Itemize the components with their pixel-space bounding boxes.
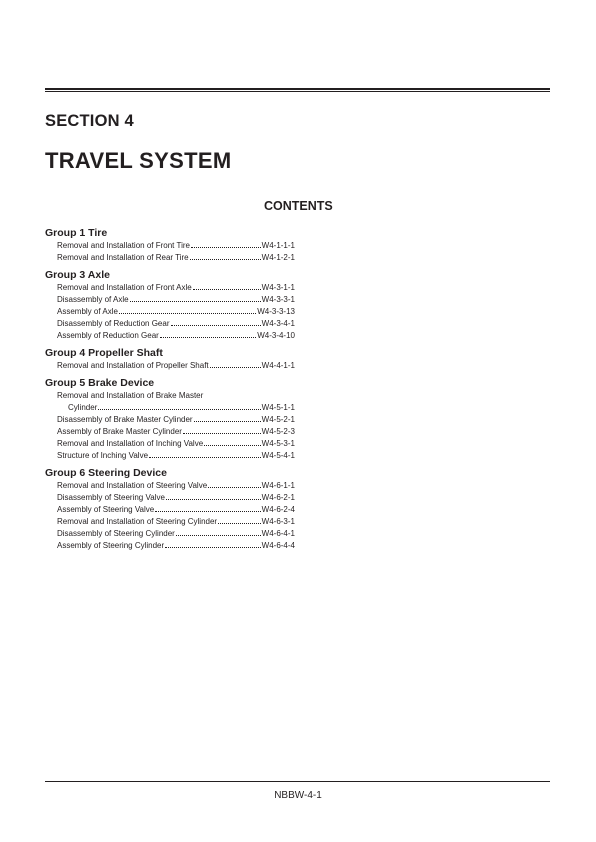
toc-group-title: Group 5 Brake Device bbox=[45, 377, 155, 389]
toc-entry-title: Removal and Installation of Steering Cylinder bbox=[57, 517, 218, 526]
toc-group-title: Group 1 Tire bbox=[45, 227, 108, 239]
toc-entry-page: W4-5-2-3 bbox=[261, 427, 295, 436]
toc-entry-title: Assembly of Axle bbox=[57, 307, 118, 316]
toc-entry[interactable] bbox=[45, 540, 295, 552]
toc-entry-page: W4-3-4-1 bbox=[261, 319, 295, 328]
toc-group bbox=[45, 268, 295, 342]
dot-leader bbox=[176, 535, 261, 536]
toc-entry[interactable] bbox=[45, 516, 295, 528]
toc-entry[interactable] bbox=[45, 360, 295, 372]
contents-heading: CONTENTS bbox=[264, 199, 333, 213]
dot-leader bbox=[208, 487, 260, 488]
toc-group bbox=[45, 466, 295, 552]
toc-entry-title: Assembly of Reduction Gear bbox=[57, 331, 159, 340]
toc-group bbox=[45, 226, 295, 264]
dot-leader bbox=[171, 325, 261, 326]
toc-entry-page: W4-3-3-1 bbox=[261, 295, 295, 304]
dot-leader bbox=[191, 247, 261, 248]
toc-entry-page: W4-6-3-1 bbox=[261, 517, 295, 526]
section-label: SECTION 4 bbox=[45, 112, 134, 130]
dot-leader bbox=[210, 367, 261, 368]
toc-entry-page: W4-5-1-1 bbox=[261, 403, 295, 412]
toc-entry-title: Disassembly of Steering Cylinder bbox=[57, 529, 175, 538]
toc-entry-page: W4-4-1-1 bbox=[261, 361, 295, 370]
toc-group-title: Group 6 Steering Device bbox=[45, 467, 167, 479]
dot-leader bbox=[190, 259, 261, 260]
toc-entry-page: W4-5-4-1 bbox=[261, 451, 295, 460]
toc-entry[interactable] bbox=[45, 402, 295, 414]
dot-leader bbox=[218, 523, 261, 524]
toc-entry-title: Structure of Inching Valve bbox=[57, 451, 149, 460]
page-number: NBBW-4-1 bbox=[274, 790, 322, 801]
toc-entry[interactable] bbox=[45, 504, 295, 516]
toc-entry-page: W4-1-1-1 bbox=[261, 241, 295, 250]
toc-entry[interactable] bbox=[45, 438, 295, 450]
toc-entry-page: W4-6-4-1 bbox=[261, 529, 295, 538]
toc-entry-page: W4-6-2-4 bbox=[261, 505, 295, 514]
footer-rule bbox=[45, 781, 550, 782]
toc-entry-page: W4-1-2-1 bbox=[261, 253, 295, 262]
table-of-contents bbox=[45, 226, 295, 556]
toc-entry[interactable] bbox=[45, 306, 295, 318]
toc-group-title: Group 4 Propeller Shaft bbox=[45, 347, 163, 359]
dot-leader bbox=[193, 289, 261, 290]
header-rule-thick bbox=[45, 88, 550, 90]
dot-leader bbox=[194, 421, 261, 422]
toc-entry-title: Removal and Installation of Propeller Shaft bbox=[57, 361, 209, 370]
toc-entry-title: Assembly of Brake Master Cylinder bbox=[57, 427, 182, 436]
toc-entry-title: Assembly of Steering Valve bbox=[57, 505, 155, 514]
toc-entry-title[interactable]: Removal and Installation of Brake Master bbox=[57, 391, 204, 400]
toc-group bbox=[45, 346, 295, 372]
toc-entry-page: W4-5-3-1 bbox=[261, 439, 295, 448]
dot-leader bbox=[204, 445, 260, 446]
toc-entry[interactable] bbox=[45, 414, 295, 426]
toc-entry[interactable] bbox=[45, 492, 295, 504]
toc-entry-title: Removal and Installation of Front Tire bbox=[57, 241, 190, 250]
toc-entry-page: W4-3-1-1 bbox=[261, 283, 295, 292]
toc-entry[interactable] bbox=[45, 528, 295, 540]
toc-entry-page: W4-6-2-1 bbox=[261, 493, 295, 502]
dot-leader bbox=[183, 433, 261, 434]
toc-entry[interactable] bbox=[45, 480, 295, 492]
toc-entry-title: Disassembly of Brake Master Cylinder bbox=[57, 415, 193, 424]
toc-entry[interactable] bbox=[45, 450, 295, 462]
toc-entry[interactable] bbox=[45, 294, 295, 306]
toc-entry-title: Disassembly of Axle bbox=[57, 295, 129, 304]
dot-leader bbox=[130, 301, 261, 302]
toc-entry-page: W4-5-2-1 bbox=[261, 415, 295, 424]
toc-group-title: Group 3 Axle bbox=[45, 269, 110, 281]
toc-entry[interactable] bbox=[45, 282, 295, 294]
toc-entry-title: Assembly of Steering Cylinder bbox=[57, 541, 165, 550]
toc-entry-title: Removal and Installation of Inching Valve bbox=[57, 439, 204, 448]
toc-entry-page: W4-6-1-1 bbox=[261, 481, 295, 490]
header-rule-thin bbox=[45, 91, 550, 92]
dot-leader bbox=[149, 457, 261, 458]
toc-entry-page: W4-3-4-10 bbox=[257, 331, 295, 340]
toc-entry[interactable] bbox=[45, 240, 295, 252]
dot-leader bbox=[166, 499, 261, 500]
toc-group bbox=[45, 376, 295, 462]
toc-entry-page: W4-6-4-4 bbox=[261, 541, 295, 550]
toc-entry-page: W4-3-3-13 bbox=[257, 307, 295, 316]
dot-leader bbox=[165, 547, 261, 548]
toc-entry[interactable] bbox=[45, 426, 295, 438]
dot-leader bbox=[160, 337, 256, 338]
toc-entry[interactable] bbox=[45, 318, 295, 330]
page-title: TRAVEL SYSTEM bbox=[45, 148, 232, 173]
toc-entry-title: Disassembly of Reduction Gear bbox=[57, 319, 170, 328]
dot-leader bbox=[98, 409, 260, 410]
toc-entry-title: Removal and Installation of Front Axle bbox=[57, 283, 192, 292]
toc-entry-title: Removal and Installation of Rear Tire bbox=[57, 253, 189, 262]
dot-leader bbox=[119, 313, 256, 314]
toc-entry[interactable] bbox=[45, 252, 295, 264]
toc-entry-title-continuation: Cylinder bbox=[68, 403, 98, 412]
dot-leader bbox=[155, 511, 260, 512]
toc-entry-title: Disassembly of Steering Valve bbox=[57, 493, 165, 502]
toc-entry[interactable] bbox=[45, 330, 295, 342]
toc-entry-title: Removal and Installation of Steering Valve bbox=[57, 481, 208, 490]
